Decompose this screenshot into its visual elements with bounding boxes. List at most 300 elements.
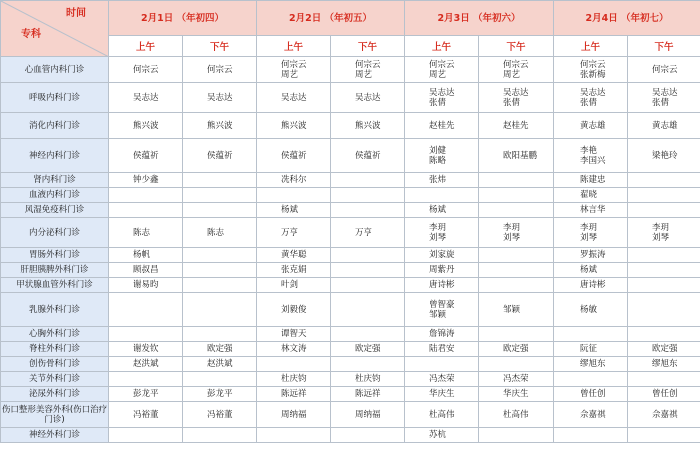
doctor-cell [331, 83, 405, 113]
schedule-row [1, 342, 700, 357]
doctor-name: 何宗云 [652, 64, 678, 75]
doctor-cell [109, 188, 183, 203]
doctor-name: 杨斌 [429, 205, 447, 215]
department-name-line: 呼吸内科门诊 [28, 92, 80, 103]
doctor-cell [257, 203, 331, 218]
doctor-cell [628, 342, 700, 357]
department-name [1, 203, 109, 218]
doctor-name: 杜庆钧 [281, 374, 307, 384]
doctor-cell [479, 83, 554, 113]
doctor-name: 冯裕董 [133, 409, 159, 420]
department-name [1, 402, 109, 428]
doctor-name: 阮征 [580, 344, 598, 354]
lunar-text: （年初七） [621, 12, 669, 24]
doctor-name: 刘琴 [580, 232, 598, 243]
doctor-cell [405, 203, 479, 218]
schedule-row [1, 372, 700, 387]
doctor-name: 周纳福 [281, 409, 307, 420]
date-text: 2月1日 [140, 12, 174, 24]
schedule-row [1, 218, 700, 248]
doctor-name: 周纳福 [355, 409, 381, 420]
doctor-cell [479, 248, 554, 263]
doctor-cell [628, 428, 700, 443]
schedule-row [1, 327, 700, 342]
doctor-name: 吴志达 [503, 87, 529, 98]
doctor-name: 冼科尔 [281, 175, 307, 185]
doctor-name: 缪旭东 [652, 359, 678, 369]
schedule-row [1, 248, 700, 263]
doctor-cell [405, 139, 479, 173]
doctor-cell [405, 173, 479, 188]
doctor-name: 彭龙平 [133, 389, 159, 399]
schedule-row [1, 113, 700, 139]
department-name [1, 248, 109, 263]
doctor-name: 周紫丹 [429, 265, 455, 275]
doctor-name: 华庆生 [429, 389, 455, 399]
doctor-cell [183, 342, 257, 357]
doctor-name: 张倩 [503, 97, 521, 108]
doctor-cell [331, 402, 405, 428]
doctor-name: 刘琴 [503, 232, 521, 243]
doctor-cell [183, 218, 257, 248]
doctor-name: 黄志雄 [652, 120, 678, 131]
department-name [1, 428, 109, 443]
doctor-cell [405, 113, 479, 139]
corner-header-cell [1, 1, 109, 57]
doctor-name: 刘健 [429, 145, 447, 156]
doctor-name: 吴志达 [429, 87, 455, 98]
department-name [1, 218, 109, 248]
doctor-name: 张新梅 [580, 69, 606, 80]
doctor-cell [554, 342, 628, 357]
dept-label: 专科 [21, 29, 41, 40]
doctor-cell [183, 263, 257, 278]
department-name-line: 内分泌科门诊 [28, 227, 80, 238]
doctor-name: 陈志 [133, 227, 151, 238]
department-name [1, 188, 109, 203]
doctor-name: 欧定强 [652, 344, 678, 354]
doctor-cell [628, 357, 700, 372]
doctor-cell [257, 139, 331, 173]
doctor-cell [554, 387, 628, 402]
doctor-name: 冯杰荣 [429, 374, 455, 384]
date-header-feb1 [109, 1, 257, 36]
doctor-cell [183, 387, 257, 402]
doctor-name: 张炜 [429, 175, 447, 185]
doctor-name: 侯蕴祈 [133, 150, 159, 161]
doctor-name: 叶剑 [281, 280, 299, 290]
doctor-cell [183, 173, 257, 188]
doctor-cell [257, 357, 331, 372]
doctor-cell [479, 139, 554, 173]
doctor-cell [554, 263, 628, 278]
doctor-cell [109, 387, 183, 402]
doctor-cell [331, 248, 405, 263]
doctor-cell [405, 327, 479, 342]
doctor-cell [405, 357, 479, 372]
department-name [1, 372, 109, 387]
doctor-name: 侯蕴祈 [355, 150, 381, 161]
doctor-name: 彭龙平 [207, 389, 233, 399]
doctor-name: 吴志达 [355, 92, 381, 103]
pm-header: 下午 [628, 36, 700, 57]
doctor-cell [331, 218, 405, 248]
department-name-line: 肾内科门诊 [33, 175, 76, 185]
doctor-name: 杨敏 [580, 304, 598, 315]
doctor-cell [405, 263, 479, 278]
department-name [1, 327, 109, 342]
date-header-feb4 [554, 1, 700, 36]
doctor-cell [479, 428, 554, 443]
doctor-cell [628, 263, 700, 278]
doctor-cell [628, 218, 700, 248]
doctor-cell [183, 372, 257, 387]
doctor-cell [257, 372, 331, 387]
department-name-line: 创伤骨科门诊 [28, 359, 80, 369]
doctor-name: 冯裕董 [207, 409, 233, 420]
doctor-cell [257, 293, 331, 327]
schedule-row [1, 402, 700, 428]
doctor-cell [331, 278, 405, 293]
doctor-name: 周艺 [355, 69, 373, 80]
doctor-cell [628, 188, 700, 203]
doctor-name: 杨帆 [133, 250, 151, 260]
doctor-name: 周艺 [503, 69, 521, 80]
doctor-name: 钟少鑫 [133, 175, 159, 185]
doctor-cell [183, 428, 257, 443]
doctor-name: 吴志达 [133, 92, 159, 103]
doctor-cell [554, 173, 628, 188]
doctor-name: 欧定强 [207, 344, 233, 354]
doctor-name: 赵洪斌 [207, 359, 233, 369]
doctor-name: 熊兴波 [281, 120, 307, 131]
doctor-name: 张倩 [429, 97, 447, 108]
schedule-row [1, 173, 700, 188]
doctor-cell [479, 402, 554, 428]
doctor-cell [257, 278, 331, 293]
department-name-line: 胃肠外科门诊 [28, 250, 80, 260]
doctor-cell [331, 113, 405, 139]
doctor-cell [405, 218, 479, 248]
doctor-cell [628, 278, 700, 293]
doctor-cell [554, 402, 628, 428]
doctor-cell [554, 372, 628, 387]
doctor-name: 熊兴波 [133, 120, 159, 131]
doctor-cell [554, 293, 628, 327]
department-name-line: 风湿免疫科门诊 [24, 205, 85, 215]
doctor-cell [554, 248, 628, 263]
doctor-cell [554, 83, 628, 113]
doctor-name: 刘琴 [652, 232, 670, 243]
doctor-name: 唐诗彬 [429, 280, 455, 290]
department-name-line: 脊柱外科门诊 [28, 344, 80, 354]
doctor-cell [405, 248, 479, 263]
doctor-name: 万亨 [281, 227, 299, 238]
doctor-cell [331, 342, 405, 357]
doctor-cell [257, 402, 331, 428]
doctor-cell [479, 218, 554, 248]
lunar-text: （年初五） [324, 12, 373, 24]
department-name-line: 神经外科门诊 [28, 430, 80, 440]
doctor-name: 罗振涛 [580, 250, 606, 260]
doctor-cell [109, 173, 183, 188]
doctor-cell [331, 57, 405, 83]
schedule-row [1, 357, 700, 372]
doctor-cell [109, 342, 183, 357]
doctor-cell [405, 188, 479, 203]
doctor-cell [183, 139, 257, 173]
department-name [1, 293, 109, 327]
doctor-name: 缪旭东 [580, 359, 606, 369]
doctor-cell [479, 113, 554, 139]
doctor-cell [628, 402, 700, 428]
department-name-line: 消化内科门诊 [28, 120, 80, 131]
doctor-cell [405, 428, 479, 443]
doctor-name: 张倩 [652, 97, 670, 108]
schedule-row [1, 139, 700, 173]
doctor-cell [479, 203, 554, 218]
department-name [1, 113, 109, 139]
date-header-row [1, 1, 700, 36]
doctor-name: 杨斌 [580, 265, 598, 275]
department-name-line: 乳腺外科门诊 [28, 304, 80, 315]
doctor-name: 陈略 [429, 155, 447, 166]
doctor-cell [257, 327, 331, 342]
lunar-text: （年初四） [176, 12, 225, 24]
doctor-name: 刘琴 [429, 232, 447, 243]
doctor-cell [109, 139, 183, 173]
doctor-name: 詹锦涛 [429, 329, 455, 339]
am-header: 上午 [405, 36, 479, 57]
doctor-name: 熊兴波 [355, 120, 381, 131]
department-name-line: 泌尿外科门诊 [28, 389, 80, 399]
department-name-line: 血液内科门诊 [28, 190, 80, 200]
doctor-cell [628, 293, 700, 327]
doctor-name: 赵桂先 [429, 120, 455, 131]
date-text: 2月3日 [437, 12, 470, 24]
doctor-cell [405, 57, 479, 83]
doctor-name: 何宗云 [281, 59, 307, 70]
doctor-name: 何宗云 [133, 64, 159, 75]
doctor-name: 佘嘉祺 [652, 409, 678, 420]
schedule-row [1, 293, 700, 327]
doctor-name: 黄志雄 [580, 120, 606, 131]
doctor-cell [479, 387, 554, 402]
doctor-name: 李艳 [580, 145, 598, 156]
doctor-name: 何宗云 [207, 64, 233, 75]
department-name-line: 关节外科门诊 [28, 374, 80, 384]
doctor-cell [109, 278, 183, 293]
doctor-cell [479, 357, 554, 372]
doctor-cell [405, 402, 479, 428]
doctor-name: 谭智天 [281, 329, 307, 339]
department-name-line: 肝胆胰脾外科门诊 [20, 265, 89, 275]
doctor-name: 邹颖 [429, 309, 447, 320]
doctor-cell [331, 327, 405, 342]
department-name [1, 263, 109, 278]
doctor-cell [554, 203, 628, 218]
schedule-row [1, 203, 700, 218]
doctor-cell [479, 263, 554, 278]
doctor-cell [109, 293, 183, 327]
doctor-cell [479, 327, 554, 342]
doctor-cell [479, 57, 554, 83]
doctor-cell [554, 57, 628, 83]
doctor-cell [628, 327, 700, 342]
pm-header: 下午 [331, 36, 405, 57]
doctor-cell [405, 83, 479, 113]
doctor-name: 杜高伟 [429, 409, 455, 420]
doctor-cell [183, 83, 257, 113]
department-name-line: 神经内科门诊 [28, 150, 80, 161]
doctor-name: 吴志达 [652, 87, 678, 98]
department-name [1, 139, 109, 173]
lunar-text: （年初六） [473, 12, 521, 24]
doctor-name: 杜高伟 [503, 409, 529, 420]
doctor-name: 陈远祥 [281, 389, 307, 399]
doctor-cell [183, 203, 257, 218]
doctor-name: 熊兴波 [207, 120, 233, 131]
schedule-row [1, 428, 700, 443]
doctor-name: 侯蕴祈 [207, 150, 233, 161]
doctor-name: 曾任创 [652, 389, 678, 399]
doctor-cell [109, 402, 183, 428]
doctor-cell [109, 372, 183, 387]
doctor-name: 张克娟 [281, 265, 307, 275]
doctor-cell [109, 263, 183, 278]
schedule-row [1, 188, 700, 203]
doctor-cell [183, 57, 257, 83]
date-text: 2月2日 [288, 12, 322, 24]
doctor-cell [183, 248, 257, 263]
doctor-cell [183, 113, 257, 139]
doctor-cell [628, 139, 700, 173]
doctor-name: 佘嘉祺 [580, 409, 606, 420]
doctor-name: 冯杰荣 [503, 374, 529, 384]
date-header-feb2 [257, 1, 405, 36]
doctor-name: 何宗云 [429, 59, 455, 70]
schedule-row [1, 387, 700, 402]
doctor-cell [109, 113, 183, 139]
doctor-name: 刘毅俊 [281, 304, 307, 315]
doctor-cell [331, 293, 405, 327]
doctor-cell [331, 387, 405, 402]
schedule-row [1, 263, 700, 278]
doctor-cell [183, 402, 257, 428]
doctor-cell [405, 278, 479, 293]
doctor-name: 华庆生 [503, 389, 529, 399]
doctor-name: 苏杭 [429, 430, 447, 440]
doctor-cell [628, 57, 700, 83]
doctor-cell [257, 342, 331, 357]
doctor-name: 张倩 [580, 97, 598, 108]
doctor-name: 梁艳玲 [652, 150, 678, 161]
doctor-cell [405, 342, 479, 357]
doctor-cell [628, 173, 700, 188]
doctor-name: 李国兴 [580, 155, 606, 166]
doctor-cell [331, 428, 405, 443]
doctor-name: 周艺 [429, 69, 447, 80]
doctor-name: 陆君安 [429, 344, 455, 354]
doctor-cell [183, 293, 257, 327]
doctor-name: 欧定强 [503, 344, 529, 354]
pm-header: 下午 [183, 36, 257, 57]
doctor-cell [405, 293, 479, 327]
doctor-cell [183, 327, 257, 342]
doctor-name: 曾智豪 [429, 299, 455, 310]
doctor-cell [554, 139, 628, 173]
doctor-cell [331, 188, 405, 203]
doctor-cell [554, 188, 628, 203]
doctor-cell [479, 342, 554, 357]
doctor-name: 陈远祥 [355, 389, 381, 399]
doctor-cell [554, 278, 628, 293]
doctor-cell [109, 327, 183, 342]
doctor-name: 林文涛 [281, 344, 307, 354]
doctor-name: 谢易昀 [133, 280, 159, 290]
doctor-cell [183, 188, 257, 203]
doctor-cell [554, 327, 628, 342]
doctor-name: 李玥 [580, 222, 598, 233]
doctor-cell [331, 357, 405, 372]
doctor-cell [257, 113, 331, 139]
doctor-cell [554, 218, 628, 248]
doctor-cell [479, 278, 554, 293]
doctor-cell [183, 357, 257, 372]
doctor-name: 杨斌 [281, 205, 299, 215]
doctor-name: 赵桂先 [503, 120, 529, 131]
doctor-cell [628, 248, 700, 263]
date-text: 2月4日 [585, 12, 618, 24]
department-name [1, 83, 109, 113]
doctor-cell [628, 203, 700, 218]
doctor-cell [257, 263, 331, 278]
doctor-cell [479, 372, 554, 387]
doctor-name: 杜庆钧 [355, 374, 381, 384]
doctor-cell [109, 57, 183, 83]
doctor-name: 陈建忠 [580, 175, 606, 185]
doctor-name: 何宗云 [580, 59, 606, 70]
doctor-cell [554, 428, 628, 443]
doctor-name: 周艺 [281, 69, 299, 80]
doctor-cell [257, 188, 331, 203]
doctor-cell [331, 173, 405, 188]
date-header-feb3 [405, 1, 554, 36]
am-header: 上午 [554, 36, 628, 57]
pm-header: 下午 [479, 36, 554, 57]
schedule-row [1, 278, 700, 293]
doctor-name: 翟晓 [580, 190, 598, 200]
schedule-row [1, 83, 700, 113]
doctor-name: 侯蕴祈 [281, 150, 307, 161]
doctor-name: 顾叔昌 [133, 265, 159, 275]
department-name-line: 心血管内科门诊 [24, 64, 85, 75]
department-name [1, 357, 109, 372]
doctor-cell [479, 173, 554, 188]
doctor-name: 万亨 [355, 227, 373, 238]
doctor-cell [257, 57, 331, 83]
doctor-cell [109, 83, 183, 113]
doctor-cell [109, 248, 183, 263]
doctor-cell [109, 203, 183, 218]
time-label: 时间 [66, 8, 86, 19]
doctor-cell [109, 218, 183, 248]
doctor-cell [183, 278, 257, 293]
doctor-cell [257, 248, 331, 263]
department-name-line: 心胸外科门诊 [28, 329, 80, 339]
doctor-cell [257, 173, 331, 188]
doctor-name: 欧阳基鹏 [503, 150, 538, 161]
